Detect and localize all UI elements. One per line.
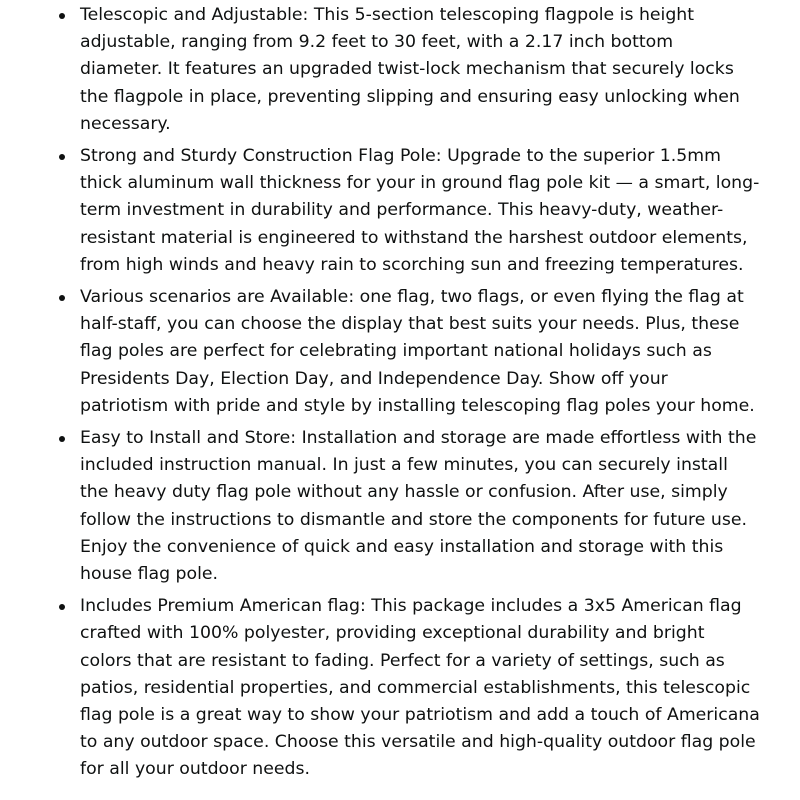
feature-item-install — [0, 425, 800, 588]
feature-item-flag — [0, 593, 800, 783]
feature-text: Easy to Install and Store: Installation and storage are made effortless with the included instruction manual. In just a few minutes, you can securely install the heavy duty flag pole without any hassle or confusion. After use, simply follow the instructions to dismantle and store the components for future use. Enjoy the convenience of quick and easy installation and storage with this house flag pole. — [80, 428, 757, 585]
bullet-icon — [59, 154, 65, 160]
bullet-icon — [59, 604, 65, 610]
feature-item-telescopic — [0, 2, 800, 138]
bullet-icon — [59, 436, 65, 442]
feature-text: Strong and Sturdy Construction Flag Pole: Upgrade to the superior 1.5mm thick aluminum wall thickness for your in ground flag pole kit — a smart, long-term investment in durability and performance. This heavy-duty, weather-resistant material is engineered to withstand the harshest outdoor elements, from high winds and heavy rain to scorching sun and freezing temperatures. — [80, 146, 760, 275]
product-feature-list — [0, 2, 800, 784]
feature-text: Various scenarios are Available: one flag, two flags, or even flying the flag at half-staff, you can choose the display that best suits your needs. Plus, these flag poles are perfect for celebrating important national holidays such as Presidents Day, Election Day, and Independence Day. Show off your patriotism with pride and style by installing telescoping flag poles your home. — [80, 287, 755, 416]
bullet-icon — [59, 295, 65, 301]
feature-item-construction — [0, 143, 800, 279]
feature-text: Includes Premium American flag: This package includes a 3x5 American flag crafted with 100% polyester, providing exceptional durability and bright colors that are resistant to fading. Perfect for a variety of settings, such as patios, residential properties, and commercial establishments, this telescopic flag pole is a great way to show your patriotism and add a touch of Americana to any outdoor space. Choose this versatile and high-quality outdoor flag pole for all your outdoor needs. — [80, 596, 760, 780]
feature-item-scenarios — [0, 284, 800, 420]
bullet-icon — [59, 13, 65, 19]
feature-text: Telescopic and Adjustable: This 5-section telescoping flagpole is height adjustable, ranging from 9.2 feet to 30 feet, with a 2.17 inch bottom diameter. It features an upgraded twist-lock mechanism that securely locks the flagpole in place, preventing slipping and ensuring easy unlocking when necessary. — [80, 5, 740, 134]
